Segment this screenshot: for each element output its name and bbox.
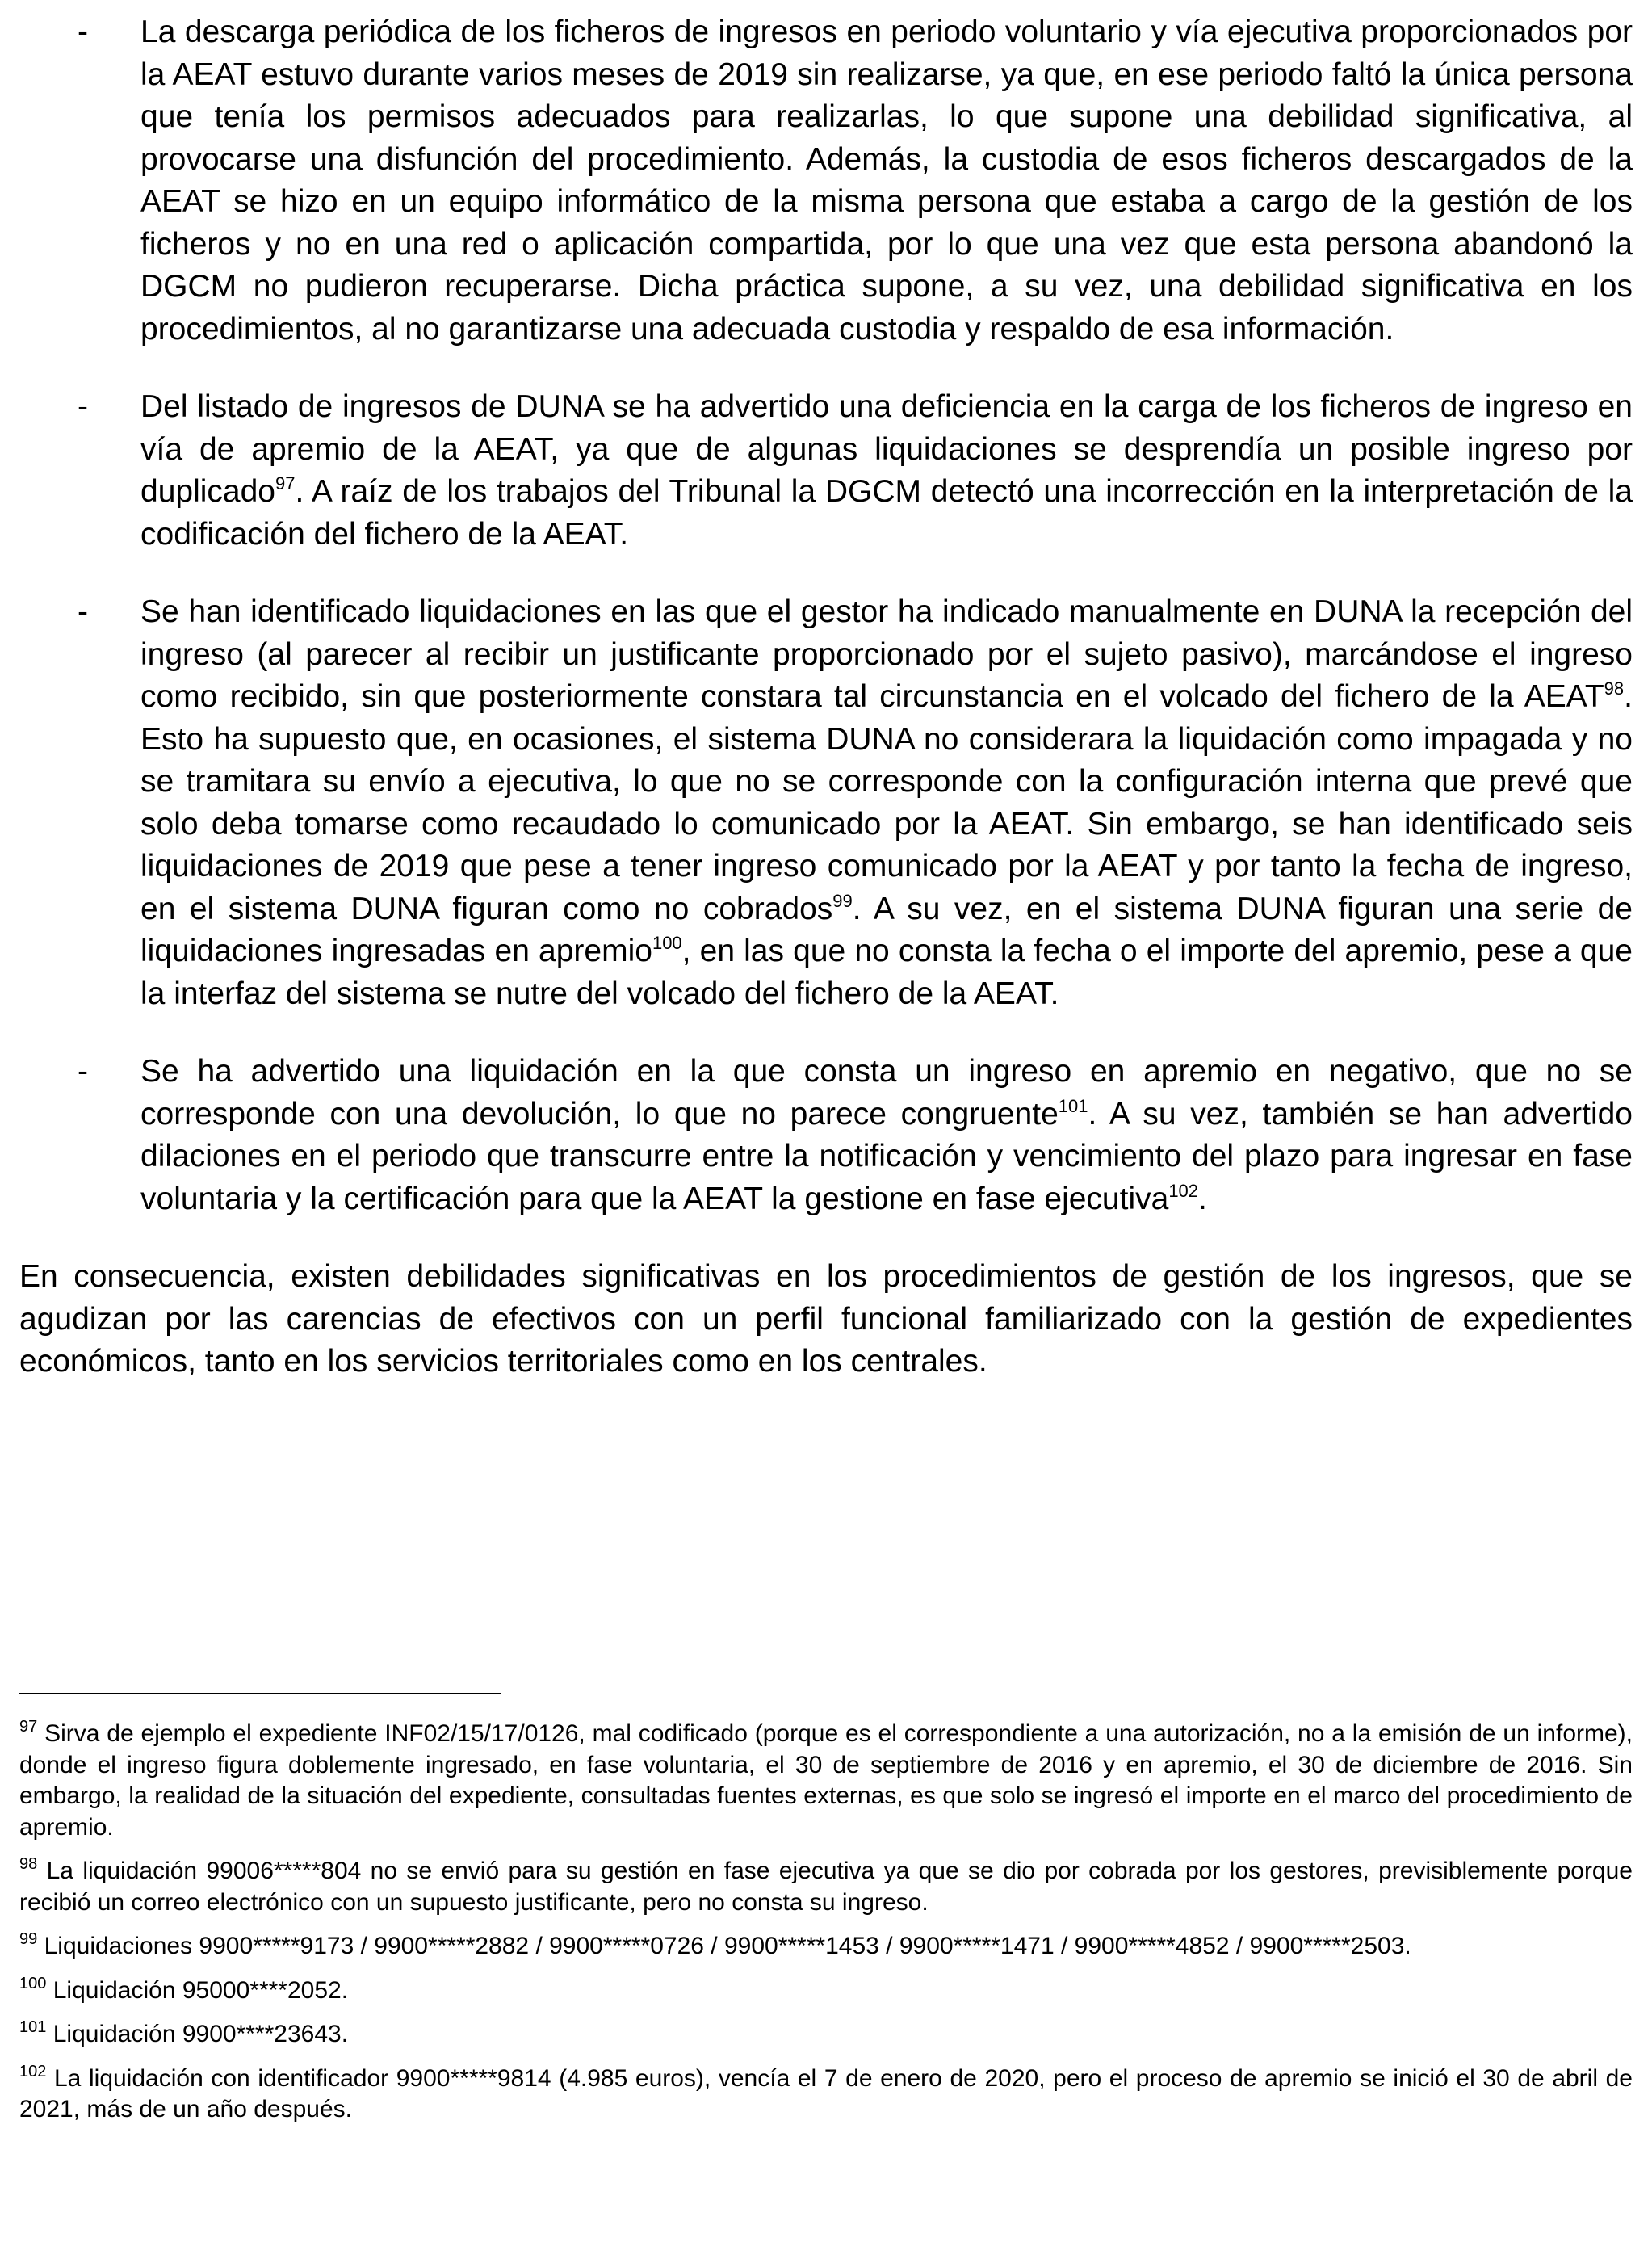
footnote-number: 99 — [19, 1930, 38, 1948]
bullet-text: . A su vez, en el sistema DUNA figuran una serie de liquidaciones ingresadas en apremio — [140, 891, 1633, 968]
footnote-number: 102 — [19, 2062, 47, 2080]
footnote — [19, 1931, 1633, 1963]
footnote-number: 98 — [19, 1855, 38, 1873]
conclusion-paragraph: En consecuencia, existen debilidades significativas en los procedimientos de gestión de los ingresos, que se agudizan por las carencias de efectivos con un perfil funcional familiarizado con la gestión de expedientes económicos, tanto en los servicios territoriales como en los centrales. — [19, 1259, 1633, 1379]
bullet-text: . — [1198, 1181, 1207, 1216]
bullet-item — [19, 386, 1633, 556]
footnote-ref: 97 — [275, 473, 296, 493]
bullet-text: La descarga periódica de los ficheros de ingresos en periodo voluntario y vía ejecutiva proporcionados por la AEAT estuvo durante varios meses de 2019 sin realizarse, ya que, en ese periodo faltó la única persona que tenía los permisos adecuados para realizarlas, lo que supone una debilidad significativa, al provocarse una disfunción del procedimiento. Además, la custodia de esos ficheros descargados de la AEAT se hizo en un equipo informático de la misma persona que estaba a cargo de la gestión de los ficheros y no en una red o aplicación compartida, por lo que una vez que esta persona abandonó la DGCM no pudieron recuperarse. Dicha práctica supone, a su vez, una debilidad significativa en los procedimientos, al no garantizarse una adecuada custodia y respaldo de esa información. — [140, 15, 1633, 346]
bullet-text: . A raíz de los trabajos del Tribunal la DGCM detectó una incorrección en la interpretación de la codificación del fichero de la AEAT. — [140, 474, 1633, 552]
bullet-dash: - — [78, 389, 88, 424]
footnote-text: La liquidación con identificador 9900*****9814 (4.985 euros), vencía el 7 de enero de 2020, pero el proceso de apremio se inició el 30 de abril de 2021, más de un año después. — [19, 2064, 1633, 2122]
footnote-separator — [19, 1693, 501, 1694]
bullet-item — [19, 11, 1633, 351]
footnote-text: Sirva de ejemplo el expediente INF02/15/17/0126, mal codificado (porque es el correspondiente a una autorización, no a la emisión de un informe), donde el ingreso figura doblemente ingresado, en fase voluntaria, el 30 de septiembre de 2016 y en apremio, el 30 de diciembre de 2016. Sin embargo, la realidad de la situación del expediente, consultadas fuentes externas, es que solo se ingresó el importe en el marco del procedimiento de apremio. — [19, 1720, 1633, 1841]
footnote-number: 97 — [19, 1718, 38, 1736]
bullet-text: . A su vez, también se han advertido dilaciones en el periodo que transcurre entre la notificación y vencimiento del plazo para ingresar en fase voluntaria y la certificación para que la AEAT la gestione en fase ejecutiva — [140, 1096, 1633, 1216]
footnote-text: Liquidación 9900****23643. — [52, 2021, 349, 2047]
bullet-text: Se ha advertido una liquidación en la que consta un ingreso en apremio en negativo, que no se corresponde con una devolución, lo que no parece congruente — [140, 1054, 1633, 1131]
bullet-dash: - — [78, 1054, 88, 1089]
footnote-ref: 99 — [832, 890, 853, 911]
footnote — [19, 1856, 1633, 1918]
bullet-text: . Esto ha supuesto que, en ocasiones, el sistema DUNA no considerara la liquidación como impagada y no se tramitara su envío a ejecutiva, lo que no se corresponde con la configuración interna que prevé que solo deba tomarse como recaudado lo comunicado por la AEAT. Sin embargo, se han identificado seis liquidaciones de 2019 que pese a tener ingreso comunicado por la AEAT y por tanto la fecha de ingreso, en el sistema DUNA figuran como no cobrados — [140, 679, 1633, 926]
bullet-text: Del listado de ingresos de DUNA se ha advertido una deficiencia en la carga de los ficheros de ingreso en vía de apremio de la AEAT, ya que de algunas liquidaciones se desprendía un posible ingreso por duplicado — [140, 389, 1633, 509]
footnote-ref: 102 — [1168, 1180, 1199, 1201]
footnote-number: 101 — [19, 2018, 47, 2036]
bullet-dash: - — [78, 15, 88, 49]
footnotes-section — [19, 1719, 1633, 2139]
bullet-dash: - — [78, 594, 88, 629]
bullet-text: , en las que no consta la fecha o el importe del apremio, pese a que la interfaz del sistema se nutre del volcado del fichero de la AEAT. — [140, 934, 1633, 1011]
footnote — [19, 2064, 1633, 2126]
footnote-text: La liquidación 99006*****804 no se envió para su gestión en fase ejecutiva ya que se dio por cobrada por los gestores, previsiblemente porque recibió un correo electrónico con un supuesto justificante, pero no consta su ingreso. — [19, 1858, 1633, 1916]
bullet-item — [19, 1051, 1633, 1220]
footnote-ref: 101 — [1058, 1095, 1088, 1116]
footnote-ref: 98 — [1604, 678, 1625, 699]
footnote — [19, 1975, 1633, 2007]
footnote-ref: 100 — [652, 933, 682, 953]
footnote — [19, 2019, 1633, 2051]
footnote-number: 100 — [19, 1974, 47, 1992]
bullet-text: Se han identificado liquidaciones en las que el gestor ha indicado manualmente en DUNA la recepción del ingreso (al parecer al recibir un justificante proporcionado por el sujeto pasivo), marcándose el ingreso como recibido, sin que posteriormente constara tal circunstancia en el volcado del fichero de la AEAT — [140, 594, 1633, 714]
bullet-list — [19, 11, 1633, 1220]
footnote-text: Liquidaciones 9900*****9173 / 9900*****2882 / 9900*****0726 / 9900*****1453 / 9900*****1471 / 9900*****4852 / 9900*****2503. — [44, 1933, 1411, 1959]
footnote-text: Liquidación 95000****2052. — [52, 1976, 349, 2004]
footnote — [19, 1719, 1633, 1843]
bullet-item — [19, 591, 1633, 1015]
page-body — [19, 11, 1633, 1383]
